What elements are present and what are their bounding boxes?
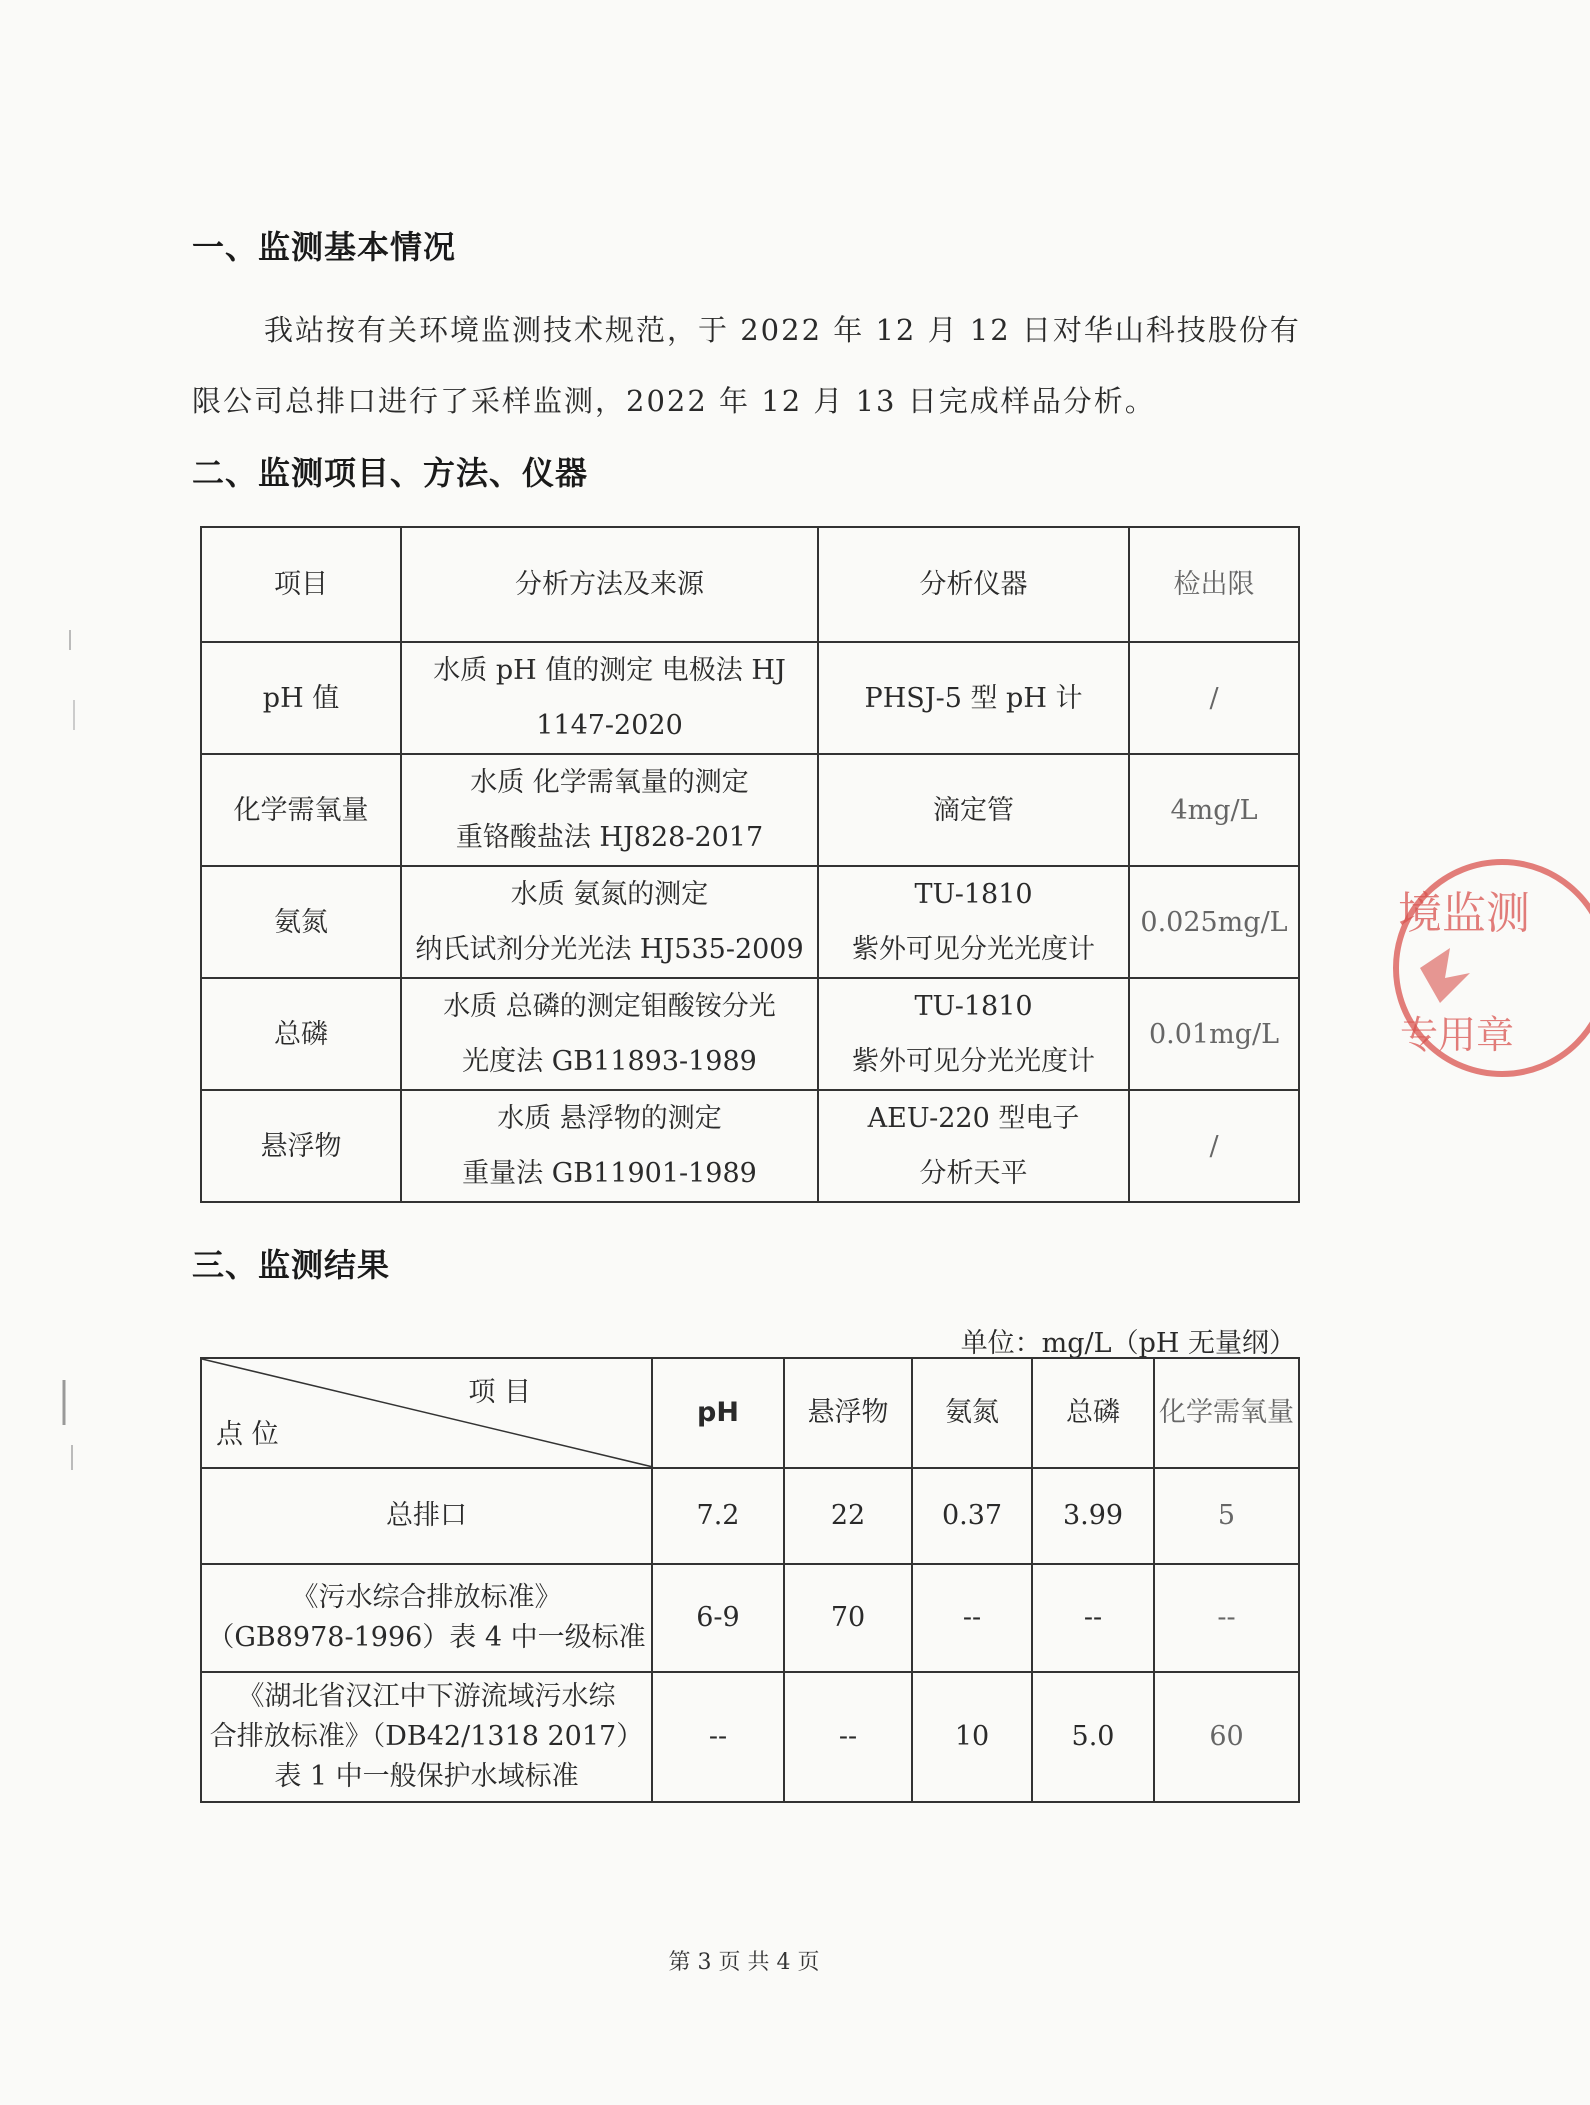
methods-header-limit: 检出限 [1129,527,1299,642]
methods-cell-instrument: 滴定管 [818,754,1129,866]
methods-cell-limit: 0.01mg/L [1129,978,1299,1090]
methods-cell-instrument: TU-1810 紫外可见分光光度计 [818,866,1129,978]
results-value: 5.0 [1032,1672,1154,1802]
results-header-row [201,1358,1299,1468]
results-value: 70 [784,1564,912,1672]
results-col-ph: pH [652,1358,784,1468]
methods-row-cod [201,754,1299,866]
results-row-standard-db [201,1672,1299,1802]
results-value: 7.2 [652,1468,784,1564]
methods-header-method: 分析方法及来源 [401,527,818,642]
methods-cell-method: 水质 pH 值的测定 电极法 HJ 1147-2020 [401,642,818,754]
scan-mark [50,1370,90,1480]
methods-cell-item: 化学需氧量 [201,754,401,866]
methods-cell-limit: / [1129,1090,1299,1202]
stamp-text-top: 境监测 [1398,888,1530,939]
methods-row-suspended [201,1090,1299,1202]
results-value: -- [912,1564,1032,1672]
methods-cell-item: 氨氮 [201,866,401,978]
methods-cell-item: 悬浮物 [201,1090,401,1202]
results-row-label: 总排口 [201,1468,652,1564]
section-3-heading: 三、监测结果 [192,1246,391,1284]
results-col-phosphorus: 总磷 [1032,1358,1154,1468]
methods-cell-instrument: AEU-220 型电子 分析天平 [818,1090,1129,1202]
corner-item-label: 项 目 [468,1377,531,1408]
results-col-suspended: 悬浮物 [784,1358,912,1468]
results-value: 6-9 [652,1564,784,1672]
methods-cell-limit: 4mg/L [1129,754,1299,866]
results-value: -- [784,1672,912,1802]
results-col-cod: 化学需氧量 [1154,1358,1299,1468]
results-value: -- [1154,1564,1299,1672]
methods-cell-limit: / [1129,642,1299,754]
results-row-label: 《湖北省汉江中下游流域污水综 合排放标准》（DB42/1318 2017） 表 1 中一般保护水域标准 [201,1672,652,1802]
official-stamp [1390,828,1590,1108]
unit-note: 单位：mg/L（pH 无量纲） [960,1328,1296,1359]
stamp-text-bottom: 专用章 [1400,1013,1515,1057]
section-1-heading: 一、监测基本情况 [192,228,457,266]
methods-cell-item: pH 值 [201,642,401,754]
results-value: 0.37 [912,1468,1032,1564]
results-row-label: 《污水综合排放标准》 （GB8978-1996）表 4 中一级标准 [201,1564,652,1672]
results-table [200,1357,1300,1803]
methods-row-ammonia [201,866,1299,978]
methods-header-item: 项目 [201,527,401,642]
results-value: -- [1032,1564,1154,1672]
stamp-star-icon [1420,948,1470,1003]
methods-cell-limit: 0.025mg/L [1129,866,1299,978]
results-value: 10 [912,1672,1032,1802]
results-corner-cell [201,1358,652,1468]
methods-cell-instrument: PHSJ-5 型 pH 计 [818,642,1129,754]
results-value: 3.99 [1032,1468,1154,1564]
methods-row-phosphorus [201,978,1299,1090]
section-2-heading: 二、监测项目、方法、仪器 [192,454,589,492]
methods-row-ph [201,642,1299,754]
methods-cell-instrument: TU-1810 紫外可见分光光度计 [818,978,1129,1090]
methods-cell-method: 水质 化学需氧量的测定 重铬酸盐法 HJ828-2017 [401,754,818,866]
methods-table [200,526,1300,1203]
results-value: 22 [784,1468,912,1564]
results-row-standard-gb [201,1564,1299,1672]
methods-header-instrument: 分析仪器 [818,527,1129,642]
section-1-paragraph: 我站按有关环境监测技术规范，于 2022 年 12 月 12 日对华山科技股份有限公司总排口进行了采样监测，2022 年 12 月 13 日完成样品分析。 [192,313,1301,418]
methods-cell-method: 水质 氨氮的测定 纳氏试剂分光光法 HJ535-2009 [401,866,818,978]
corner-site-label: 点 位 [216,1419,279,1450]
methods-cell-method: 水质 悬浮物的测定 重量法 GB11901-1989 [401,1090,818,1202]
results-col-ammonia: 氨氮 [912,1358,1032,1468]
methods-cell-method: 水质 总磷的测定钼酸铵分光 光度法 GB11893-1989 [401,978,818,1090]
results-row-outlet [201,1468,1299,1564]
scan-mark [50,620,90,740]
page-footer: 第 3 页 共 4 页 [668,1950,820,1975]
methods-cell-item: 总磷 [201,978,401,1090]
results-value: 5 [1154,1468,1299,1564]
results-value: -- [652,1672,784,1802]
results-value: 60 [1154,1672,1299,1802]
methods-header-row [201,527,1299,642]
